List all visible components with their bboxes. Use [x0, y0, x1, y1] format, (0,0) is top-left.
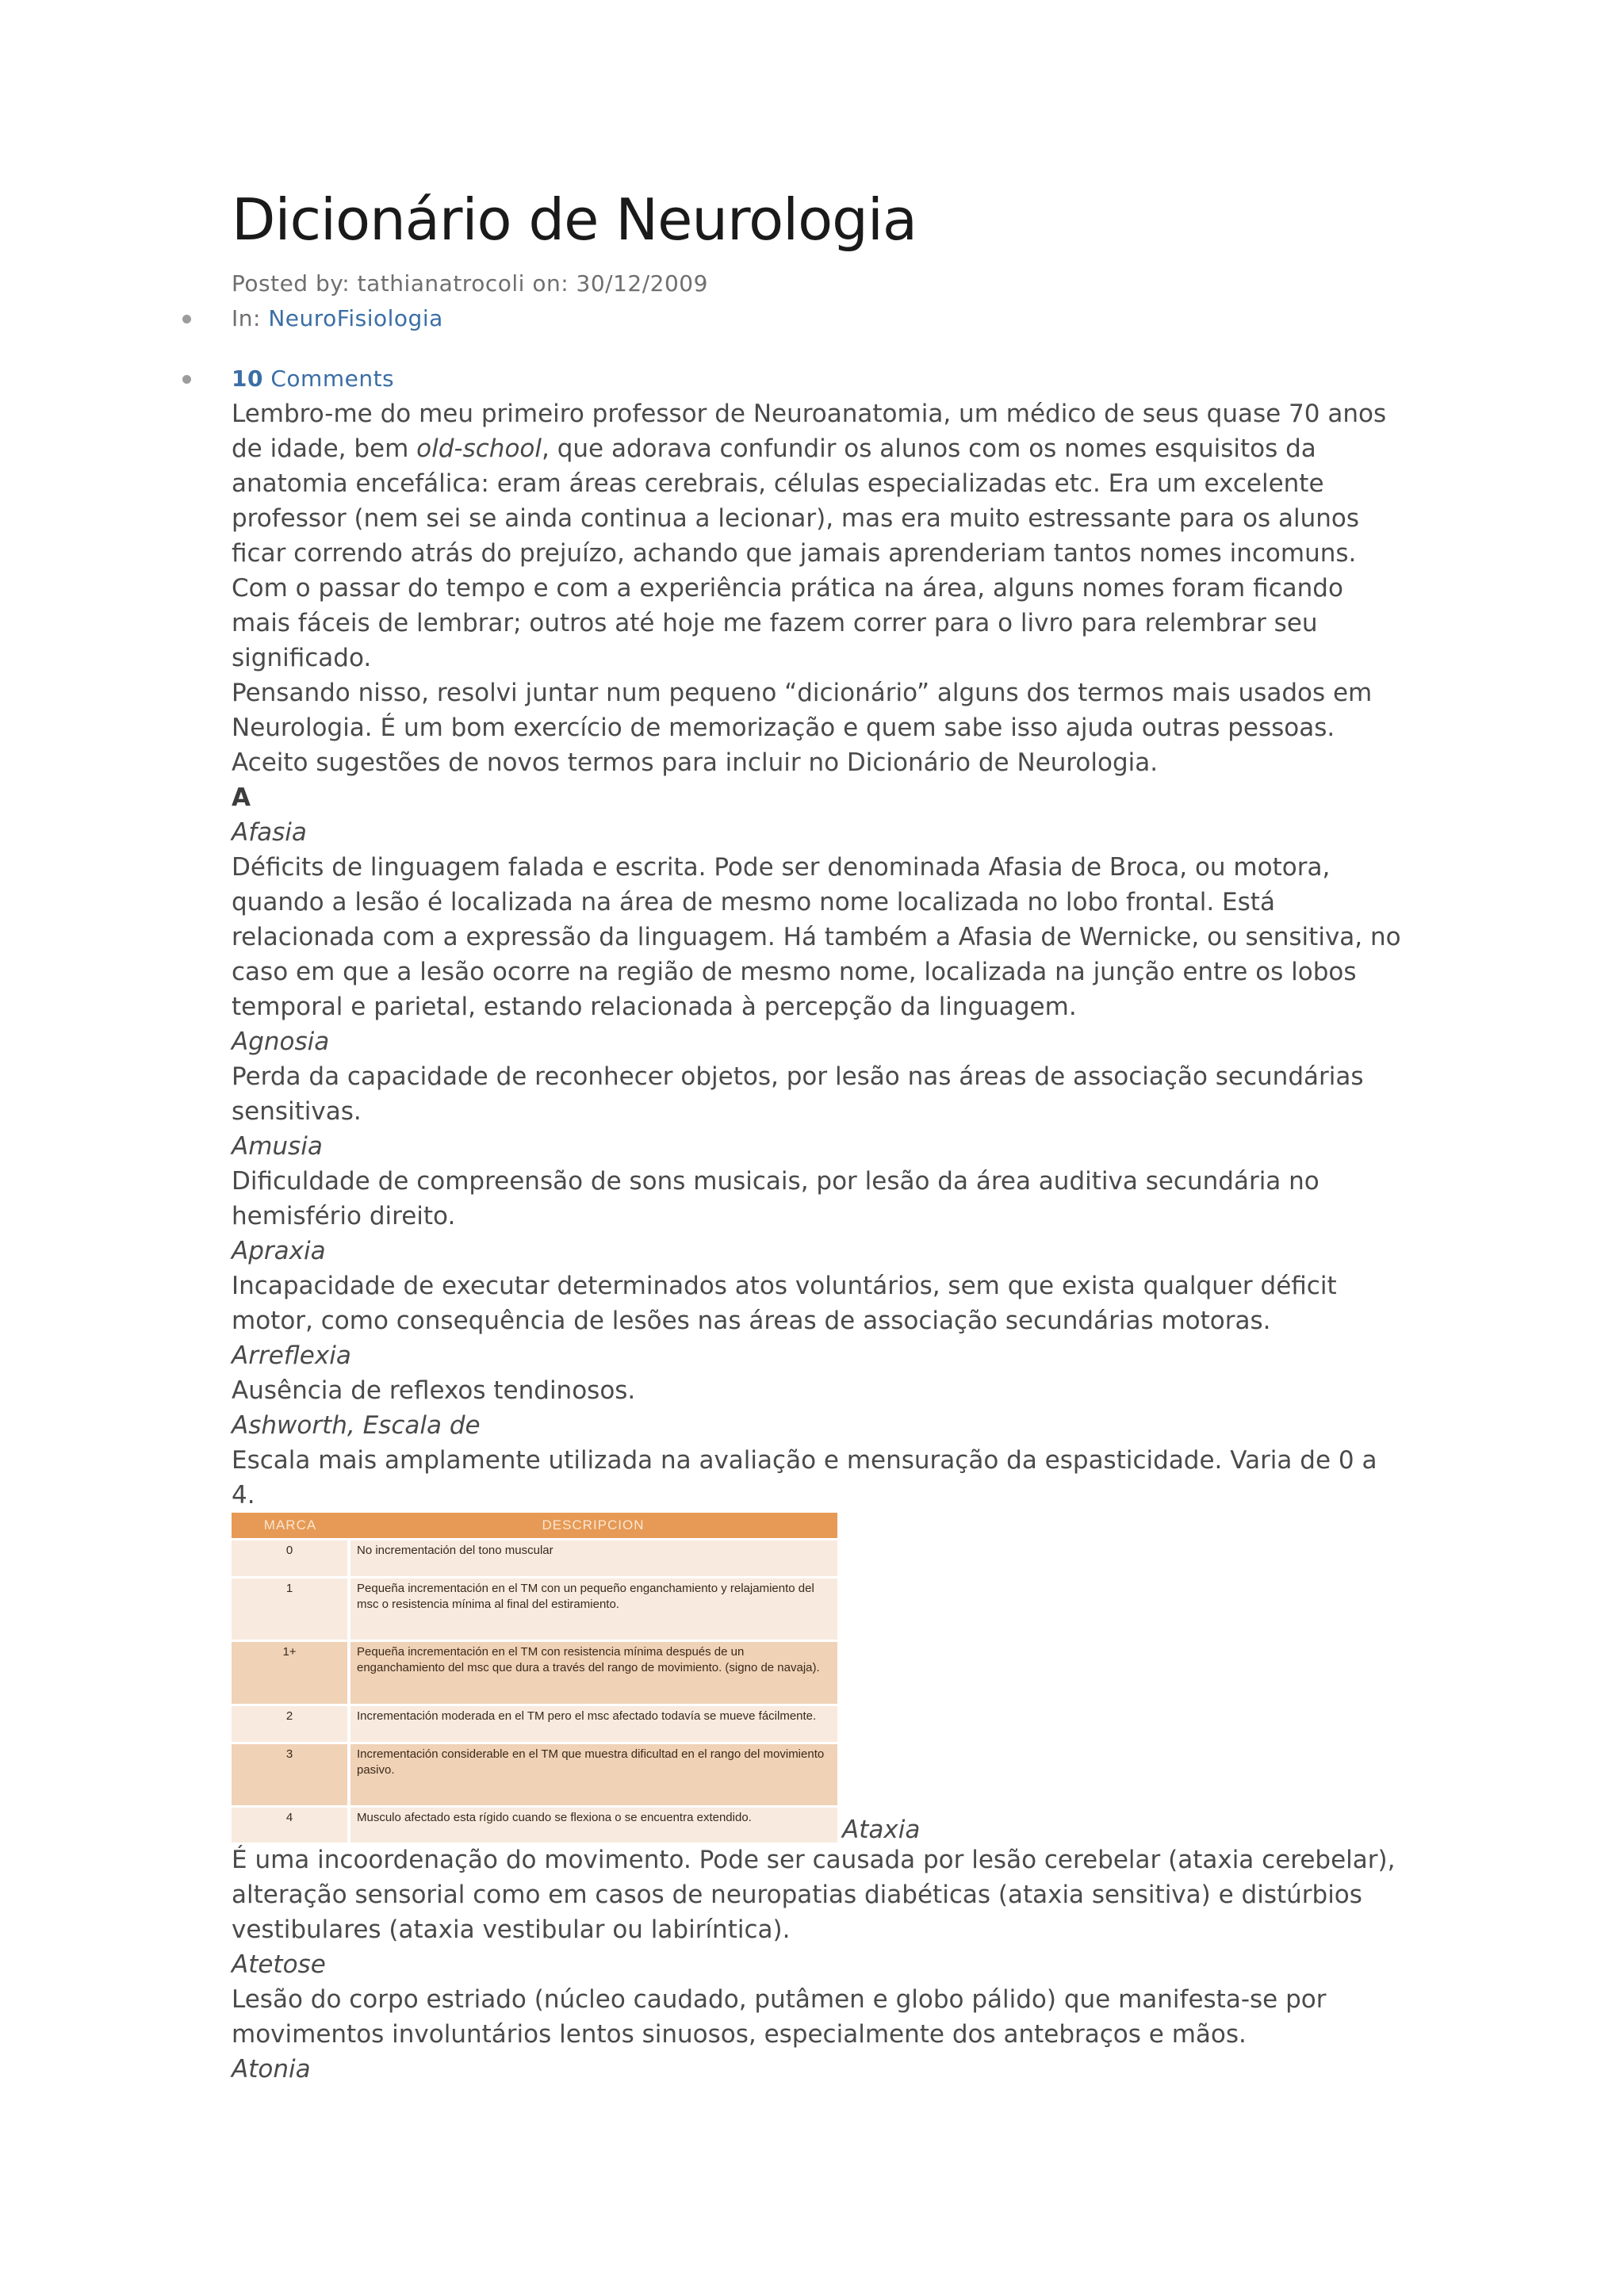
table-cell-grade: 0 [232, 1540, 349, 1578]
table-cell-description: Pequeña incrementación en el TM con un pequeño enganchamiento y relajamiento del msc o resistencia mínima al final del estiramiento. [349, 1577, 837, 1641]
table-row [232, 1540, 837, 1578]
comments-link[interactable] [232, 365, 394, 392]
entry-term: Arreflexia [232, 1341, 351, 1370]
entry-term: Afasia [232, 818, 307, 847]
table-cell-description: Incrementación considerable en el TM que muestra dificultad en el rango del movimiento pasivo. [349, 1743, 837, 1807]
entry-definition: Dificuldade de compreensão de sons musicais, por lesão da área auditiva secundária no hemisfério direito. [232, 1167, 1320, 1230]
ashworth-table-row [232, 1513, 1405, 1843]
table-cell-description: Pequeña incrementación en el TM con resistencia mínima después de un enganchamiento del msc que dura a través del rango de movimiento. (signo de navaja). [349, 1641, 837, 1705]
entry-term: Atetose [232, 1950, 326, 1979]
table-row [232, 1807, 837, 1843]
table-row [232, 1577, 837, 1641]
entry-definition: Lesão do corpo estriado (núcleo caudado, putâmen e globo pálido) que manifesta-se por movimentos involuntários lentos sinuosos, especialmente dos antebraços e mãos. [232, 1985, 1327, 2049]
bullet-icon [182, 375, 191, 384]
category-prefix: In: [232, 305, 269, 331]
table-cell-grade: 1 [232, 1577, 349, 1641]
table-header: MARCA [232, 1513, 349, 1540]
table-cell-description: Musculo afectado esta rígido cuando se flexiona o se encuentra extendido. [349, 1807, 837, 1843]
ashworth-scale-table [232, 1513, 837, 1843]
table-row [232, 1641, 837, 1705]
table-cell-description: Incrementación moderada en el TM pero el msc afectado todavía se mueve fácilmente. [349, 1705, 837, 1743]
entry-term: Amusia [232, 1132, 323, 1161]
comments-row [232, 362, 1405, 396]
entry-term: Atonia [232, 2055, 311, 2084]
table-header: DESCRIPCION [349, 1513, 837, 1540]
post-meta: Posted by: tathianatrocoli on: 30/12/2009 [232, 270, 708, 297]
intro-paragraph: Pensando nisso, resolvi juntar num pequeno “dicionário” alguns dos termos mais usados em Neurologia. É um bom exercício de memorização e quem sabe isso ajuda outras pessoas. Aceito sugestões de novos termos para incluir no Dicionário de Neurologia. [232, 679, 1373, 777]
table-row [232, 1743, 837, 1807]
letter-heading: A [232, 783, 251, 812]
table-cell-grade: 1+ [232, 1641, 349, 1705]
entry-definition: Incapacidade de executar determinados atos voluntários, sem que exista qualquer déficit motor, como consequência de lesões nas áreas de associação secundárias motoras. [232, 1272, 1337, 1335]
entry-term: Ashworth, Escala de [232, 1411, 481, 1440]
intro-text: , que adorava confundir os alunos com os nomes esquisitos da anatomia encefálica: eram áreas cerebrais, células especializadas etc. Era um excelente professor (nem sei se ainda continua a lecionar), mas era muito estressante para os alunos ficar correndo atrás do prejuízo, achando que jamais aprenderiam tantos nomes incomuns. Com o passar do tempo e com a experiência prática na área, alguns nomes foram ficando mais fáceis de lembrar; outros até hoje me fazem correr para o livro para relembrar seu significado. [232, 434, 1360, 672]
comments-label: Comments [270, 365, 395, 392]
entry-definition: Perda da capacidade de reconhecer objetos, por lesão nas áreas de associação secundárias sensitivas. [232, 1062, 1364, 1126]
post-content [232, 184, 1405, 2087]
entry-definition: Ausência de reflexos tendinosos. [232, 1376, 636, 1405]
table-cell-description: No incrementación del tono muscular [349, 1540, 837, 1578]
entry-definition: Escala mais amplamente utilizada na avaliação e mensuração da espasticidade. Varia de 0 a 4. [232, 1446, 1377, 1510]
entry-term: Agnosia [232, 1027, 330, 1056]
intro-text: Lembro-me do meu primeiro professor de Neuroanatomia, um médico de seus quase 70 anos de idade, bem [232, 400, 1387, 463]
category-link[interactable]: NeuroFisiologia [268, 305, 443, 331]
category-row [232, 301, 1405, 336]
intro-paragraph [232, 396, 1405, 675]
table-cell-grade: 3 [232, 1743, 349, 1807]
bullet-icon [182, 315, 191, 323]
entry-term: Ataxia [842, 1816, 921, 1844]
comments-count: 10 [232, 365, 263, 392]
post-title: Dicionário de Neurologia [232, 186, 917, 253]
entry-definition: É uma incoordenação do movimento. Pode ser causada por lesão cerebelar (ataxia cerebelar), alteração sensorial como em casos de neuropatias diabéticas (ataxia sensitiva) e distúrbios vestibulares (ataxia vestibular ou labiríntica). [232, 1846, 1396, 1944]
table-row [232, 1705, 837, 1743]
table-cell-grade: 4 [232, 1807, 349, 1843]
entry-term: Apraxia [232, 1237, 326, 1265]
entry-definition: Déficits de linguagem falada e escrita. Pode ser denominada Afasia de Broca, ou motora, quando a lesão é localizada na área de mesmo nome localizada no lobo frontal. Está relacionada com a expressão da linguagem. Há também a Afasia de Wernicke, ou sensitiva, no caso em que a lesão ocorre na região de mesmo nome, localizada na junção entre os lobos temporal e parietal, estando relacionada à percepção da linguagem. [232, 853, 1401, 1021]
intro-emphasis: old-school [416, 434, 542, 463]
table-cell-grade: 2 [232, 1705, 349, 1743]
